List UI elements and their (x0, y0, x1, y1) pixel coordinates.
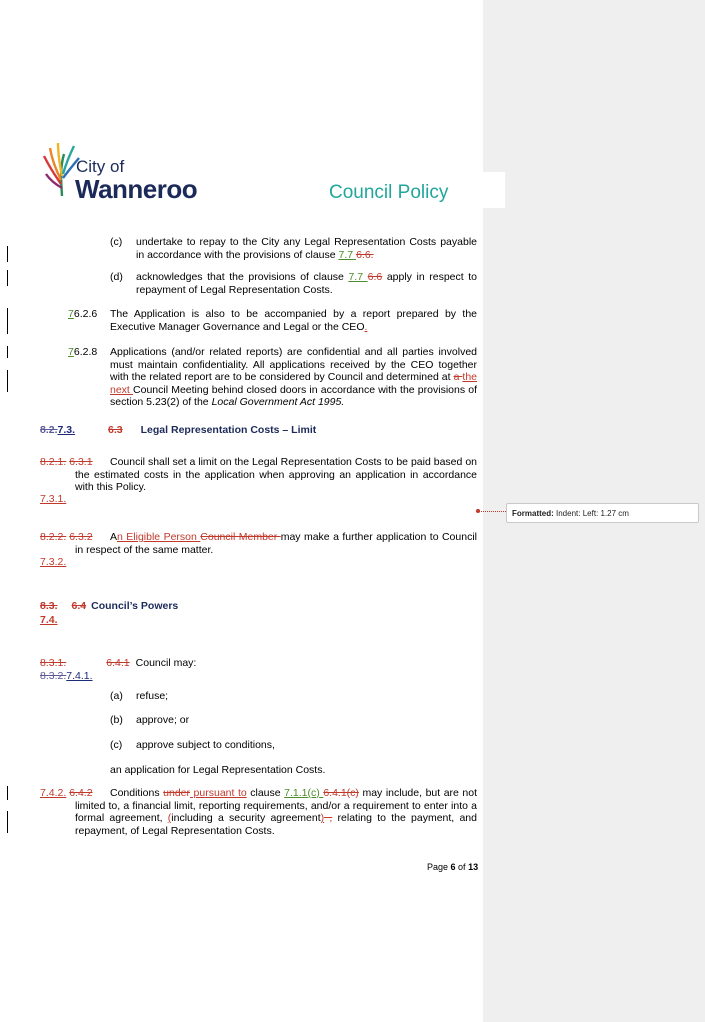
clause-732-new-number: 7.3.2. (40, 556, 67, 568)
format-comment[interactable]: Formatted: Indent: Left: 1.27 cm (506, 503, 699, 523)
clause-742-text: Conditions under pursuant to clause 7.1.1(c) 6.4.1(c) may include, but are not limited to, a financial limit, reporting requirements, and/or a requirement to enter into a formal agreement, (including a security agreement) , relating to the payment, and repayment, of Legal Representation Costs. (75, 787, 478, 837)
comment-leader (478, 511, 506, 512)
clause-c-label: (c) (110, 236, 123, 248)
change-bar (7, 370, 8, 392)
change-bar (7, 308, 8, 334)
clause-726-number: 76.2.6 (68, 308, 98, 320)
logo-wanneroo: Wanneroo (75, 174, 198, 204)
section-74-new-number: 7.4. (40, 614, 58, 626)
option-a-label: (a) (110, 690, 123, 702)
clause-d-text: acknowledges that the provisions of clause 7.7 6.6 apply in respect to repayment of Legal Representation Costs. (136, 271, 477, 296)
clause-741-line: 8.3.1. 6.4.1 Council may: (40, 657, 197, 669)
clause-741-new-number: 8.3.2.7.4.1. (40, 670, 93, 682)
clause-d-label: (d) (110, 271, 123, 283)
options-tail: an application for Legal Representation Costs. (110, 764, 326, 776)
page-number: Page 6 of 13 (427, 862, 479, 872)
option-b-text: approve; or (136, 714, 190, 726)
clause-728-text: Applications (and/or related reports) are confidential and all parties involved must maintain confidentiality. All applications received by the CEO together with the related report are to be considered by Council and determined at a the next Council Meeting behind closed doors in accordance with the provisions of section 5.23(2) of the Local Government Act 1995. (110, 346, 478, 408)
policy-title: Council Policy (329, 182, 449, 203)
section-73-heading: 8.2.7.3. 6.3 Legal Representation Costs – Limit (40, 424, 317, 436)
clause-c-text: undertake to repay to the City any Legal Representation Costs payable in accordance with the provisions of clause 7.7 6.6. (136, 236, 477, 261)
clause-731-new-number: 7.3.1. (40, 493, 67, 505)
clause-728-number: 76.2.8 (68, 346, 98, 358)
clause-731-text: Council shall set a limit on the Legal Representation Costs to be paid based on the estimated costs in the application when approving an application in accordance with this Policy. (75, 456, 477, 493)
change-bar (7, 246, 8, 262)
clause-742-number: 7.4.2. 6.4.2 (40, 787, 93, 799)
option-a-text: refuse; (136, 690, 169, 702)
clause-731-number: 8.2.1. 6.3.1 (40, 456, 93, 468)
option-c-label: (c) (110, 739, 123, 751)
change-bar (7, 811, 8, 833)
section-74-heading: 8.3. 6.4 Council’s Powers (40, 600, 179, 612)
option-b-label: (b) (110, 714, 123, 726)
logo-city-of: City of (76, 157, 125, 176)
clause-732-number: 8.2.2. 6.3.2 (40, 531, 93, 543)
markup-pane-gap (483, 172, 505, 208)
clause-726-text: The Application is also to be accompanied by a report prepared by the Executive Manager Governance and Legal or the CEO. (110, 308, 477, 333)
clause-732-text: An Eligible Person Council Member may make a further application to Council in respect of the same matter. (75, 531, 477, 556)
change-bar (7, 346, 8, 358)
change-bar (7, 786, 8, 800)
change-bar (7, 270, 8, 286)
option-c-text: approve subject to conditions, (136, 739, 275, 751)
